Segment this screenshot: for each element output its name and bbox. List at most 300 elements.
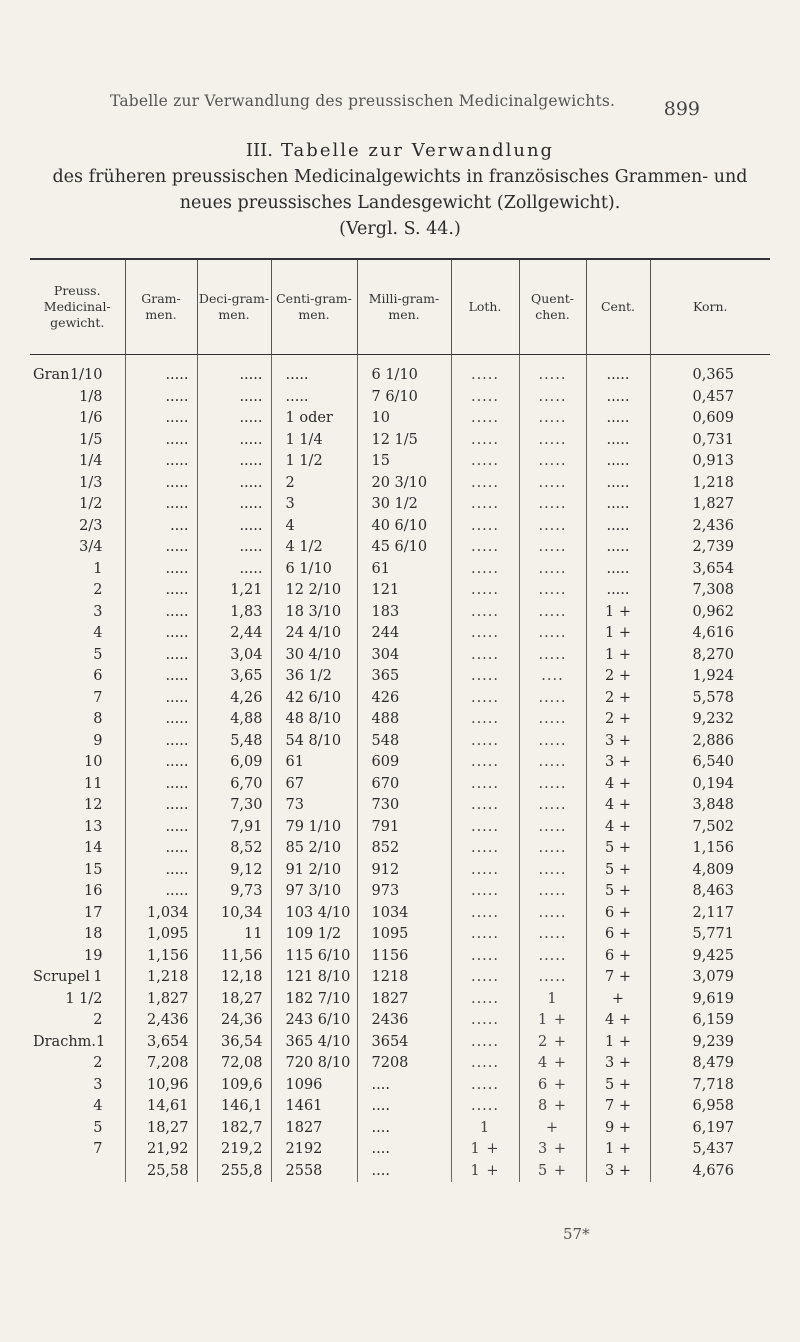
cell-loth: ..... [451, 1096, 519, 1118]
cell-korn: 3,654 [650, 559, 770, 581]
cell-decigrammen: ..... [197, 408, 271, 430]
cell-decigrammen: 182,7 [197, 1118, 271, 1140]
cell-milligrammen: .... [357, 1118, 451, 1140]
table-row [30, 1010, 770, 1032]
weight-quantity: 7 [93, 689, 103, 706]
cell-korn: 0,365 [650, 355, 770, 387]
title-line-2: des früheren preussischen Medicinalgewichts in französisches Grammen- und [52, 167, 748, 187]
cell-quentchen: ..... [519, 924, 586, 946]
weight-quantity: 16 [84, 883, 103, 900]
weight-quantity: 1/2 [79, 496, 103, 513]
cell-milligrammen: .... [357, 1139, 451, 1161]
cell-weight [30, 623, 125, 645]
weight-quantity: 1/4 [79, 453, 103, 470]
cell-cent: 4 + [586, 795, 650, 817]
cell-cent: 4 + [586, 817, 650, 839]
cell-korn: 9,425 [650, 946, 770, 968]
cell-quentchen: ..... [519, 881, 586, 903]
cell-weight [30, 817, 125, 839]
cell-milligrammen: .... [357, 1096, 451, 1118]
cell-cent: 4 + [586, 1010, 650, 1032]
cell-weight [30, 1075, 125, 1097]
table-row [30, 731, 770, 753]
table-row [30, 989, 770, 1011]
cell-quentchen: ..... [519, 408, 586, 430]
cell-milligrammen: 20 3/10 [357, 473, 451, 495]
weight-quantity: 5 [93, 646, 103, 663]
cell-centigrammen: 2192 [271, 1139, 357, 1161]
cell-decigrammen: 146,1 [197, 1096, 271, 1118]
cell-centigrammen: 1461 [271, 1096, 357, 1118]
weight-quantity: 15 [84, 861, 103, 878]
cell-korn: 2,886 [650, 731, 770, 753]
cell-cent: 5 + [586, 860, 650, 882]
cell-grammen: ..... [125, 430, 197, 452]
cell-grammen: ..... [125, 580, 197, 602]
cell-weight [30, 1010, 125, 1032]
table-row [30, 1075, 770, 1097]
cell-grammen: ..... [125, 752, 197, 774]
cell-korn: 4,809 [650, 860, 770, 882]
cell-grammen: ..... [125, 731, 197, 753]
cell-quentchen: ..... [519, 355, 586, 387]
table-row [30, 473, 770, 495]
cell-quentchen: ..... [519, 387, 586, 409]
cell-quentchen: ..... [519, 451, 586, 473]
table-row [30, 623, 770, 645]
weight-quantity: 2 [93, 582, 103, 599]
table-row [30, 967, 770, 989]
cell-centigrammen: 121 8/10 [271, 967, 357, 989]
cell-centigrammen: 365 4/10 [271, 1032, 357, 1054]
weight-quantity: 1/3 [79, 474, 103, 491]
cell-grammen: 10,96 [125, 1075, 197, 1097]
cell-grammen: ..... [125, 387, 197, 409]
cell-centigrammen: 103 4/10 [271, 903, 357, 925]
cell-quentchen: ..... [519, 559, 586, 581]
weight-quantity: 6 [93, 668, 103, 685]
weight-quantity: 3/4 [79, 539, 103, 556]
title-line-1 [30, 138, 770, 164]
cell-milligrammen: 12 1/5 [357, 430, 451, 452]
cell-milligrammen: 30 1/2 [357, 494, 451, 516]
cell-cent: 2 + [586, 688, 650, 710]
weight-quantity: 18 [84, 926, 103, 943]
cell-weight [30, 967, 125, 989]
title-line-3: neues preussisches Landesgewicht (Zollgewicht). [179, 193, 621, 213]
cell-centigrammen: 54 8/10 [271, 731, 357, 753]
cell-quentchen: ..... [519, 946, 586, 968]
weight-quantity: 13 [84, 818, 103, 835]
cell-korn: 8,270 [650, 645, 770, 667]
cell-centigrammen: 48 8/10 [271, 709, 357, 731]
cell-weight [30, 860, 125, 882]
cell-weight [30, 709, 125, 731]
cell-weight [30, 494, 125, 516]
cell-milligrammen: 912 [357, 860, 451, 882]
table-row [30, 645, 770, 667]
weight-quantity: 1 [96, 1033, 106, 1050]
cell-grammen: ..... [125, 881, 197, 903]
cell-decigrammen: 5,48 [197, 731, 271, 753]
cell-loth: ..... [451, 408, 519, 430]
cell-grammen: 1,034 [125, 903, 197, 925]
cell-decigrammen: 11 [197, 924, 271, 946]
cell-centigrammen: 61 [271, 752, 357, 774]
cell-grammen: ..... [125, 688, 197, 710]
weight-quantity: 1 [93, 560, 103, 577]
cell-milligrammen: 791 [357, 817, 451, 839]
cell-grammen: ..... [125, 537, 197, 559]
cell-korn: 9,619 [650, 989, 770, 1011]
cell-korn: 7,718 [650, 1075, 770, 1097]
cell-quentchen: 3 + [519, 1139, 586, 1161]
cell-grammen: ..... [125, 473, 197, 495]
weight-quantity: 1 [93, 969, 103, 986]
cell-loth: ..... [451, 580, 519, 602]
cell-milligrammen: 609 [357, 752, 451, 774]
cell-decigrammen: 3,04 [197, 645, 271, 667]
weight-quantity: 2 [93, 1055, 103, 1072]
cell-centigrammen: 182 7/10 [271, 989, 357, 1011]
weight-quantity: 19 [84, 947, 103, 964]
cell-quentchen: ..... [519, 580, 586, 602]
cell-loth: ..... [451, 602, 519, 624]
cell-weight [30, 924, 125, 946]
cell-korn: 1,924 [650, 666, 770, 688]
weight-quantity: 2 [93, 1012, 103, 1029]
cell-korn: 1,218 [650, 473, 770, 495]
cell-decigrammen: 9,12 [197, 860, 271, 882]
cell-weight [30, 731, 125, 753]
cell-loth: ..... [451, 537, 519, 559]
cell-weight [30, 774, 125, 796]
cell-korn: 0,731 [650, 430, 770, 452]
cell-decigrammen: ..... [197, 494, 271, 516]
cell-decigrammen: ..... [197, 537, 271, 559]
cell-korn: 8,479 [650, 1053, 770, 1075]
cell-cent: ..... [586, 355, 650, 387]
cell-loth: ..... [451, 709, 519, 731]
table-row [30, 774, 770, 796]
cell-centigrammen: 720 8/10 [271, 1053, 357, 1075]
cell-korn: 0,913 [650, 451, 770, 473]
title-roman-numeral: III. [245, 140, 273, 161]
cell-weight [30, 355, 125, 387]
table-row [30, 1096, 770, 1118]
cell-quentchen: ..... [519, 967, 586, 989]
cell-decigrammen: 255,8 [197, 1161, 271, 1183]
cell-weight [30, 430, 125, 452]
cell-milligrammen: 1156 [357, 946, 451, 968]
cell-weight [30, 666, 125, 688]
cell-decigrammen: 1,21 [197, 580, 271, 602]
cell-decigrammen: 1,83 [197, 602, 271, 624]
cell-korn: 7,308 [650, 580, 770, 602]
cell-quentchen: ..... [519, 473, 586, 495]
cell-weight [30, 559, 125, 581]
cell-milligrammen: 1827 [357, 989, 451, 1011]
weight-quantity: 3 [93, 603, 103, 620]
cell-korn: 4,676 [650, 1161, 770, 1183]
cell-milligrammen: 45 6/10 [357, 537, 451, 559]
cell-loth: ..... [451, 494, 519, 516]
cell-centigrammen: 4 [271, 516, 357, 538]
cell-decigrammen: 109,6 [197, 1075, 271, 1097]
cell-milligrammen: 304 [357, 645, 451, 667]
weight-quantity: 2/3 [79, 517, 103, 534]
cell-weight [30, 387, 125, 409]
cell-grammen: 7,208 [125, 1053, 197, 1075]
cell-loth: ..... [451, 752, 519, 774]
cell-milligrammen: 1034 [357, 903, 451, 925]
cell-cent: 4 + [586, 774, 650, 796]
cell-decigrammen: ..... [197, 387, 271, 409]
cell-cent: ..... [586, 473, 650, 495]
cell-grammen: 1,095 [125, 924, 197, 946]
cell-milligrammen: 1218 [357, 967, 451, 989]
cell-korn: 0,962 [650, 602, 770, 624]
cell-grammen: 3,654 [125, 1032, 197, 1054]
cell-quentchen: ..... [519, 731, 586, 753]
cell-loth: 1 [451, 1118, 519, 1140]
cell-cent: + [586, 989, 650, 1011]
table-row [30, 559, 770, 581]
cell-loth: ..... [451, 881, 519, 903]
cell-cent: ..... [586, 494, 650, 516]
cell-korn: 6,159 [650, 1010, 770, 1032]
cell-milligrammen: .... [357, 1075, 451, 1097]
cell-loth: ..... [451, 967, 519, 989]
cell-cent: 7 + [586, 967, 650, 989]
header-preuss: Preuss. Medicinal-gewicht. [30, 260, 125, 355]
cell-weight [30, 838, 125, 860]
cell-grammen: ..... [125, 623, 197, 645]
cell-centigrammen: 67 [271, 774, 357, 796]
cell-weight [30, 903, 125, 925]
cell-loth: ..... [451, 623, 519, 645]
header-row [30, 260, 770, 355]
cell-cent: 1 + [586, 602, 650, 624]
cell-loth: ..... [451, 1075, 519, 1097]
cell-grammen: ..... [125, 645, 197, 667]
cell-loth: ..... [451, 1032, 519, 1054]
cell-loth: ..... [451, 774, 519, 796]
title-block [30, 138, 770, 242]
cell-decigrammen: ..... [197, 451, 271, 473]
cell-grammen: ..... [125, 408, 197, 430]
cell-grammen: ..... [125, 709, 197, 731]
cell-milligrammen: 670 [357, 774, 451, 796]
cell-cent: 5 + [586, 1075, 650, 1097]
cell-loth: 1 + [451, 1161, 519, 1183]
cell-quentchen: .... [519, 666, 586, 688]
table-row [30, 1118, 770, 1140]
cell-quentchen: 4 + [519, 1053, 586, 1075]
cell-decigrammen: ..... [197, 473, 271, 495]
cell-weight [30, 946, 125, 968]
cell-milligrammen: 488 [357, 709, 451, 731]
weight-unit: Gran [33, 367, 70, 384]
weight-quantity: 4 [93, 1098, 103, 1115]
cell-grammen: ..... [125, 774, 197, 796]
cell-weight [30, 473, 125, 495]
cell-korn: 1,827 [650, 494, 770, 516]
cell-grammen: ..... [125, 860, 197, 882]
cell-quentchen: 1 [519, 989, 586, 1011]
header-decigrammen: Deci-gram-men. [197, 260, 271, 355]
weight-quantity: 11 [84, 775, 103, 792]
cell-quentchen: ..... [519, 795, 586, 817]
cell-korn: 2,739 [650, 537, 770, 559]
cell-quentchen: ..... [519, 860, 586, 882]
cell-loth: ..... [451, 731, 519, 753]
weight-unit: Scrupel [33, 969, 90, 986]
cell-milligrammen: 730 [357, 795, 451, 817]
cell-centigrammen: 42 6/10 [271, 688, 357, 710]
cell-quentchen: ..... [519, 709, 586, 731]
cell-centigrammen: 24 4/10 [271, 623, 357, 645]
weight-quantity: 1/6 [79, 410, 103, 427]
table-row [30, 602, 770, 624]
table-row [30, 817, 770, 839]
cell-cent: 6 + [586, 903, 650, 925]
cell-cent: 9 + [586, 1118, 650, 1140]
cell-korn: 5,437 [650, 1139, 770, 1161]
cell-decigrammen: 36,54 [197, 1032, 271, 1054]
cell-decigrammen: 11,56 [197, 946, 271, 968]
cell-korn: 0,609 [650, 408, 770, 430]
cell-quentchen: 1 + [519, 1010, 586, 1032]
header-grammen: Gram-men. [125, 260, 197, 355]
table-row [30, 903, 770, 925]
cell-milligrammen: 2436 [357, 1010, 451, 1032]
table-row [30, 1161, 770, 1183]
cell-weight [30, 645, 125, 667]
cell-decigrammen: ..... [197, 559, 271, 581]
weight-unit: Drachm. [33, 1033, 97, 1050]
cell-centigrammen: ..... [271, 355, 357, 387]
cell-decigrammen: 10,34 [197, 903, 271, 925]
cell-grammen: ..... [125, 355, 197, 387]
cell-grammen: ..... [125, 795, 197, 817]
cell-loth: 1 + [451, 1139, 519, 1161]
cell-quentchen: ..... [519, 817, 586, 839]
cell-weight [30, 1139, 125, 1161]
cell-cent: ..... [586, 537, 650, 559]
weight-quantity: 1 1/2 [65, 990, 103, 1007]
header-korn: Korn. [650, 260, 770, 355]
table-row [30, 387, 770, 409]
cell-loth: ..... [451, 946, 519, 968]
cell-cent: 3 + [586, 752, 650, 774]
title-line-4: (Vergl. S. 44.) [339, 219, 461, 239]
cell-milligrammen: 40 6/10 [357, 516, 451, 538]
table-row [30, 494, 770, 516]
cell-korn: 7,502 [650, 817, 770, 839]
cell-quentchen: ..... [519, 688, 586, 710]
cell-centigrammen: 1 1/2 [271, 451, 357, 473]
cell-grammen: 25,58 [125, 1161, 197, 1183]
page-number: 899 [663, 98, 700, 120]
cell-quentchen: ..... [519, 516, 586, 538]
cell-centigrammen: 97 3/10 [271, 881, 357, 903]
weight-quantity: 10 [84, 754, 103, 771]
cell-centigrammen: 1 oder [271, 408, 357, 430]
weight-quantity: 17 [84, 904, 103, 921]
cell-korn: 5,771 [650, 924, 770, 946]
cell-cent: 7 + [586, 1096, 650, 1118]
cell-cent: 6 + [586, 924, 650, 946]
header-cent: Cent. [586, 260, 650, 355]
cell-centigrammen: 18 3/10 [271, 602, 357, 624]
cell-milligrammen: 973 [357, 881, 451, 903]
cell-quentchen: ..... [519, 838, 586, 860]
cell-korn: 6,958 [650, 1096, 770, 1118]
cell-korn: 2,436 [650, 516, 770, 538]
cell-grammen: ..... [125, 666, 197, 688]
cell-loth: ..... [451, 473, 519, 495]
table-row [30, 580, 770, 602]
header-milligrammen: Milli-gram-men. [357, 260, 451, 355]
cell-korn: 5,578 [650, 688, 770, 710]
cell-cent: ..... [586, 516, 650, 538]
cell-weight [30, 989, 125, 1011]
cell-decigrammen: 2,44 [197, 623, 271, 645]
cell-loth: ..... [451, 795, 519, 817]
cell-cent: ..... [586, 387, 650, 409]
header-loth: Loth. [451, 260, 519, 355]
cell-loth: ..... [451, 688, 519, 710]
table-row [30, 516, 770, 538]
cell-grammen: 1,218 [125, 967, 197, 989]
cell-quentchen: + [519, 1118, 586, 1140]
cell-quentchen: ..... [519, 430, 586, 452]
cell-centigrammen: 3 [271, 494, 357, 516]
cell-milligrammen: 548 [357, 731, 451, 753]
cell-weight [30, 1118, 125, 1140]
cell-centigrammen: 12 2/10 [271, 580, 357, 602]
weight-quantity: 3 [93, 1076, 103, 1093]
cell-milligrammen: 6 1/10 [357, 355, 451, 387]
table-row [30, 1053, 770, 1075]
cell-grammen: 18,27 [125, 1118, 197, 1140]
cell-loth: ..... [451, 516, 519, 538]
cell-cent: 1 + [586, 623, 650, 645]
title-main: Tabelle zur Verwandlung [280, 140, 555, 161]
cell-centigrammen: 109 1/2 [271, 924, 357, 946]
cell-loth: ..... [451, 666, 519, 688]
cell-cent: 1 + [586, 645, 650, 667]
cell-grammen: 2,436 [125, 1010, 197, 1032]
cell-loth: ..... [451, 355, 519, 387]
cell-weight [30, 1096, 125, 1118]
cell-korn: 0,457 [650, 387, 770, 409]
cell-loth: ..... [451, 817, 519, 839]
cell-centigrammen: 6 1/10 [271, 559, 357, 581]
cell-centigrammen: 85 2/10 [271, 838, 357, 860]
weight-quantity: 8 [93, 711, 103, 728]
cell-quentchen: ..... [519, 537, 586, 559]
cell-cent: 2 + [586, 709, 650, 731]
cell-weight [30, 408, 125, 430]
table-row [30, 355, 770, 387]
cell-centigrammen: 73 [271, 795, 357, 817]
cell-cent: ..... [586, 451, 650, 473]
weight-quantity: 12 [84, 797, 103, 814]
cell-decigrammen: 4,88 [197, 709, 271, 731]
cell-korn: 9,239 [650, 1032, 770, 1054]
